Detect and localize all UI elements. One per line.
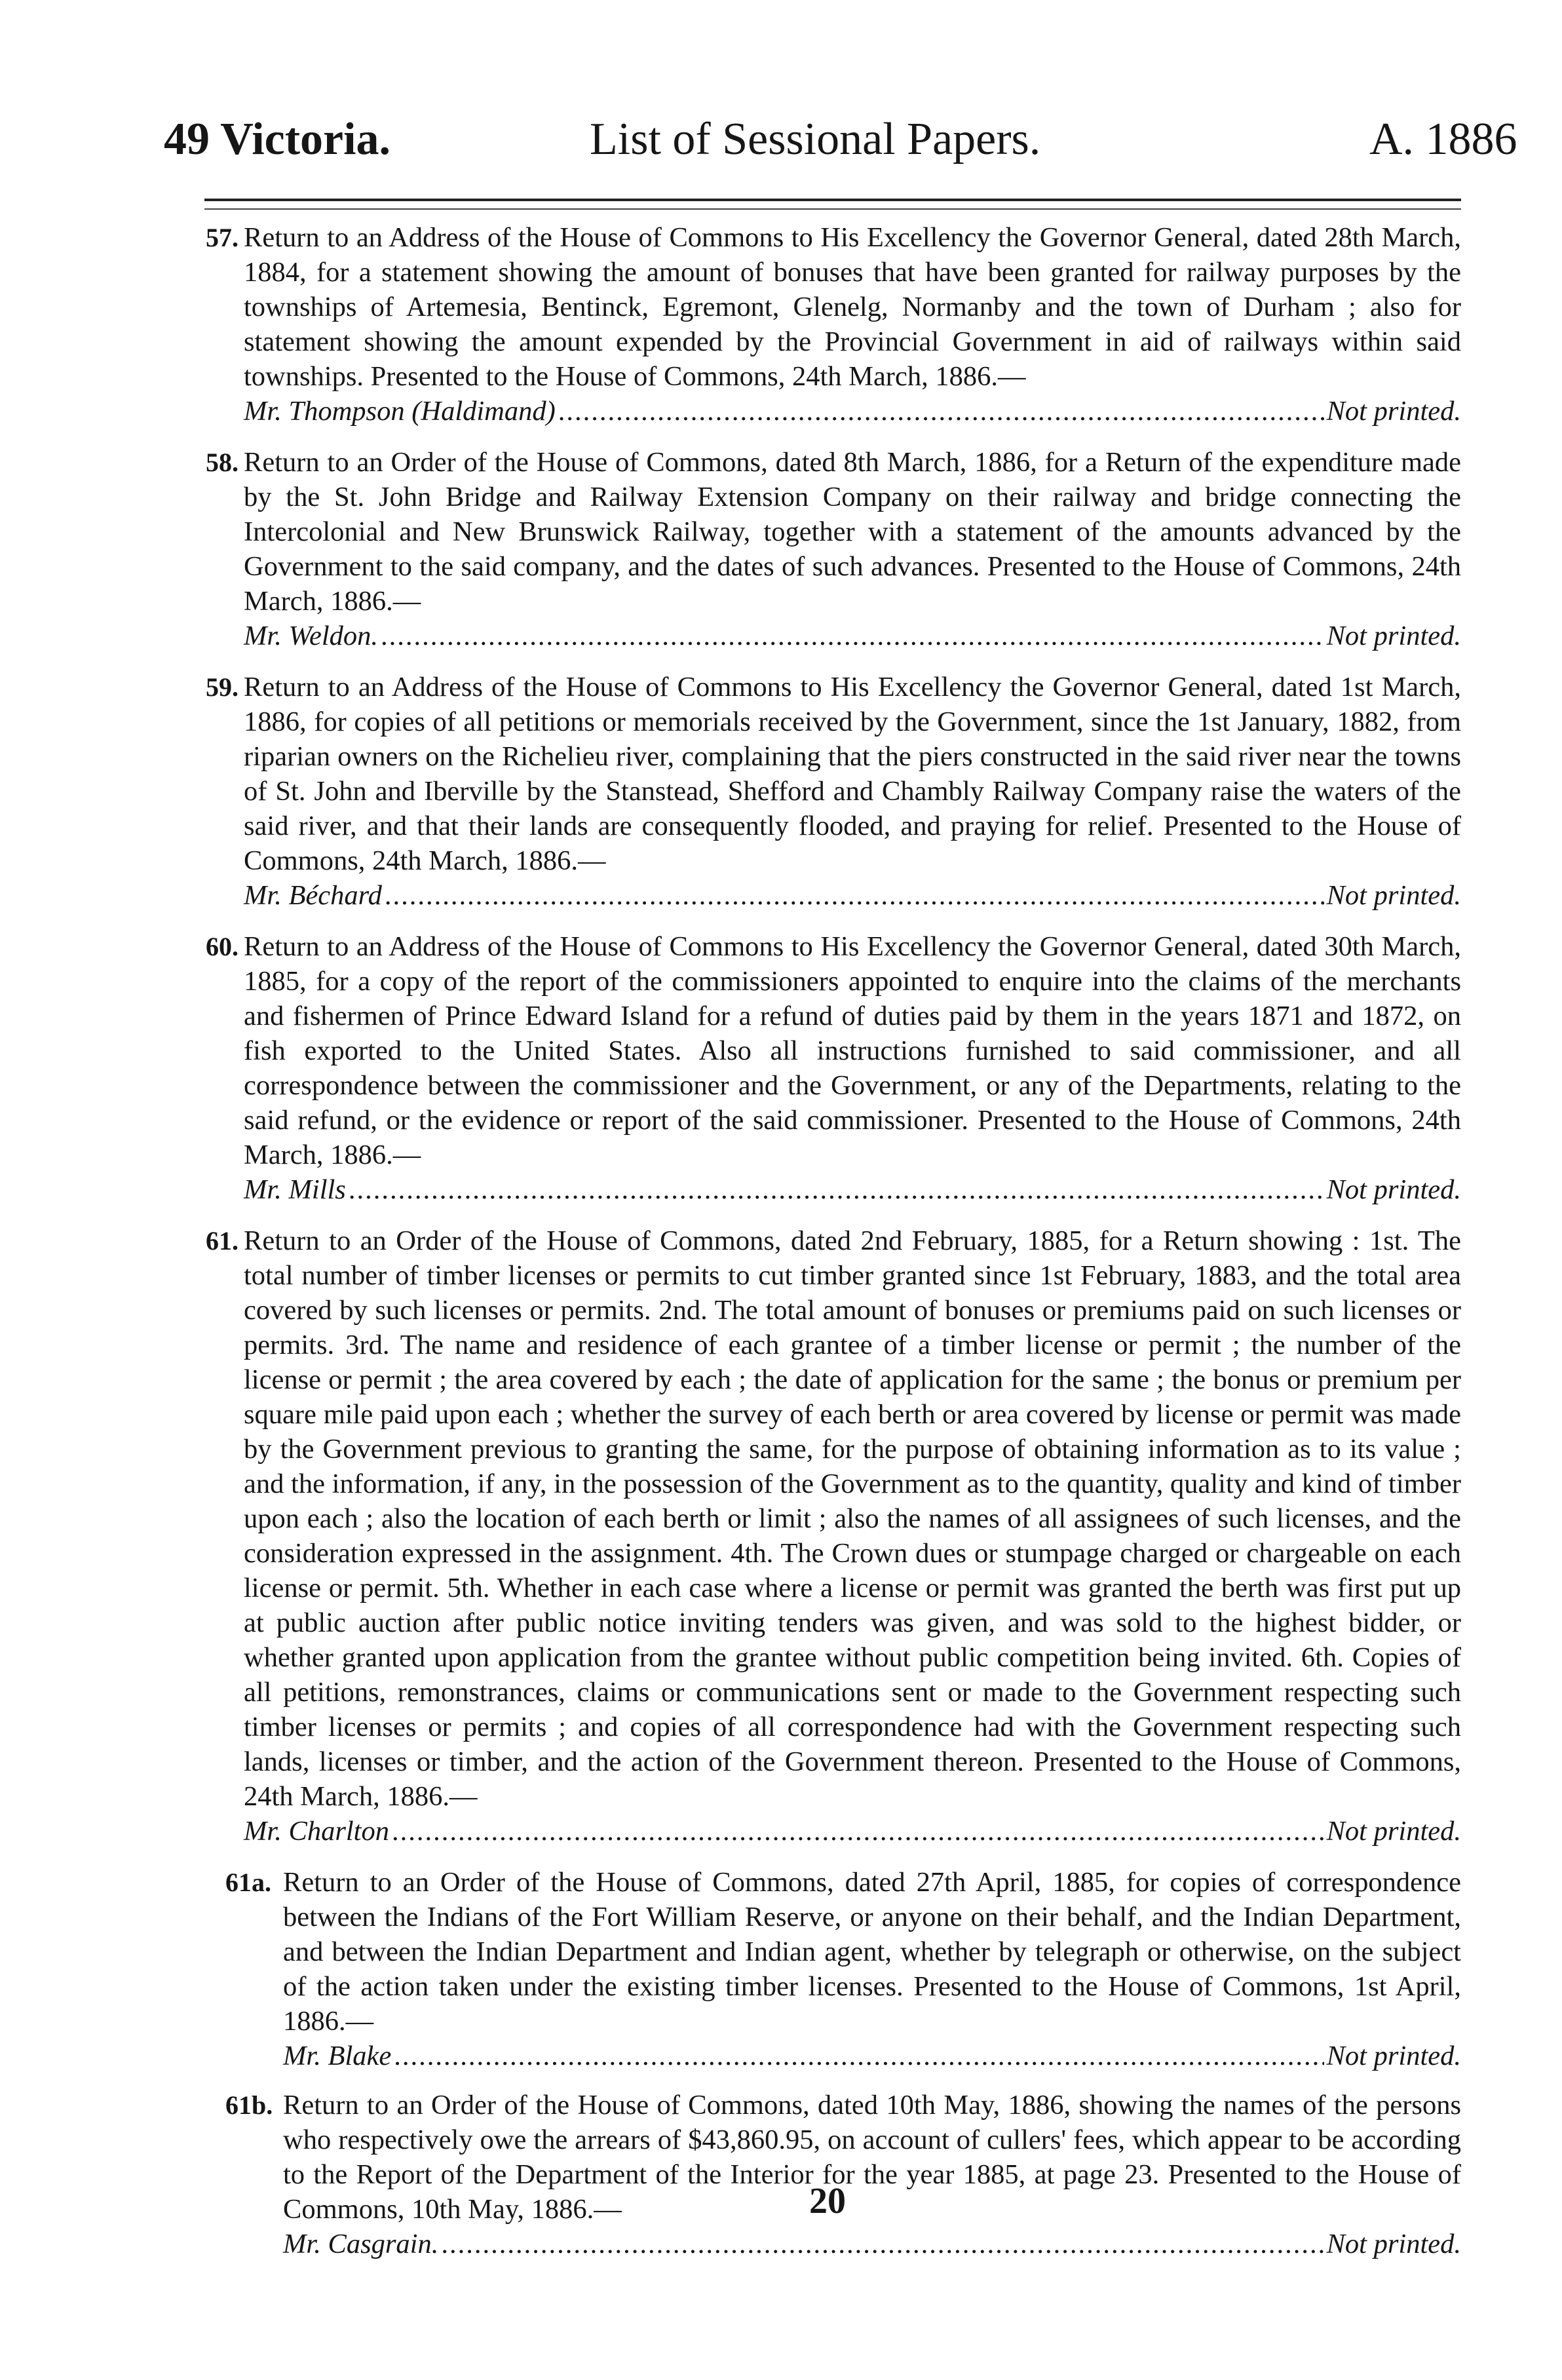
paper-description: Return to an Order of the House of Commons, dated 8th March, 1886, for a Return of the expenditure made by the St. John Bridge and Railway Extension Company on their railway and bridge connecting the Intercolonial and New Brunswick Railway, together with a statement of the amounts advanced by the Government to the said company, and the dates of such advances. Presented to the House of Commons, 24th March, 1886.— [244,447,1461,617]
paper-number: 60. [206,932,238,961]
header-year: A. 1886 [1369,114,1517,164]
leader-dots [558,394,1324,429]
print-status: Not printed. [1326,396,1461,427]
print-status: Not printed. [1326,2229,1461,2259]
paper-number: 58. [206,448,238,477]
running-header [0,110,1562,169]
paper-mover: Mr. Weldon. [244,621,379,651]
paper-number: 61a. [225,1868,271,1897]
print-status: Not printed. [1326,880,1461,911]
header-rule-thick [204,199,1461,201]
paper-description: Return to an Address of the House of Commons to His Excellency the Governor General, dated 1st March, 1886, for copies of all petitions or memorials received by the Government, since the 1st January, 1882, from riparian owners on the Richelieu river, complaining that the piers constructed in the said river near the towns of St. John and Iberville by the Stanstead, Shefford and Chambly Railway Company raise the waters of the said river, and that their lands are consequently flooded, and praying for relief. Presented to the House of Commons, 24th March, 1886.— [244,672,1461,876]
paper-entry-59 [206,670,1461,913]
paper-entry-57 [206,220,1461,429]
paper-entry-61a [225,1865,1461,2073]
leader-dots [392,1814,1324,1849]
leader-dots [349,1172,1324,1207]
leader-dots [394,2039,1324,2073]
paper-mover: Mr. Casgrain. [283,2229,439,2259]
header-rule-thin [204,208,1461,210]
paper-entry-61b [225,2088,1461,2261]
paper-description: Return to an Order of the House of Commons, dated 27th April, 1885, for copies of correspondence between the Indians of the Fort William Reserve, or anyone on their behalf, and the Indian Department, and between the Indian Department and Indian agent, whether by telegraph or otherwise, on the subject of the action taken under the existing timber licenses. Presented to the House of Commons, 1st April, 1886.— [283,1867,1461,2037]
header-session: 49 Victoria. [164,114,391,164]
paper-number: 61. [206,1226,238,1256]
sessional-papers-list [206,220,1461,2276]
print-status: Not printed. [1326,1816,1461,1847]
paper-entry-58 [206,445,1461,653]
leader-dots [385,878,1324,913]
paper-description: Return to an Order of the House of Commons, dated 2nd February, 1885, for a Return showing : 1st. The total number of timber licenses or permits to cut timber granted since 1st February, 1883, and the total area covered by such licenses or permits. 2nd. The total amount of bonuses or premiums paid on such licenses or permits. 3rd. The name and residence of each grantee of a timber license or permit ; the number of the license or permit ; the area covered by each ; the date of application for the same ; the bonus or premium per square mile paid upon each ; whether the survey of each berth or area covered by license or permit was made by the Government previous to granting the same, for the purpose of obtaining information as to its value ; and the information, if any, in the possession of the Government as to the quantity, quality and kind of timber upon each ; also the location of each berth or limit ; also the names of all assignees of such licenses, and the consideration expressed in the assignment. 4th. The Crown dues or stumpage charged or chargeable on each license or permit. 5th. Whether in each case where a license or permit was granted the berth was first put up at public auction after public notice inviting tenders was given, and was sold to the highest bidder, or whether granted upon application from the grantee without public competition being invited. 6th. Copies of all petitions, remonstrances, claims or communications sent or made to the Government respecting such timber licenses or permits ; and copies of all correspondence had with the Government respecting such lands, licenses or timber, and the action of the Government thereon. Presented to the House of Commons, 24th March, 1886.— [244,1225,1461,1812]
paper-description: Return to an Address of the House of Commons to His Excellency the Governor General, dated 30th March, 1885, for a copy of the report of the commissioners appointed to enquire into the claims of the merchants and fishermen of Prince Edward Island for a refund of duties paid by them in the years 1871 and 1872, on fish exported to the United States. Also all instructions furnished to said commissioner, and all correspondence between the commissioner and the Government, or any of the Departments, relating to the said refund, or the evidence or report of the said commissioner. Presented to the House of Commons, 24th March, 1886.— [244,931,1461,1170]
header-title: List of Sessional Papers. [590,114,1041,164]
paper-mover: Mr. Mills [244,1174,346,1205]
paper-number: 59. [206,672,238,702]
leader-dots [381,619,1324,653]
paper-description: Return to an Address of the House of Commons to His Excellency the Governor General, dated 28th March, 1884, for a statement showing the amount of bonuses that have been granted for railway purposes by the townships of Artemesia, Bentinck, Egremont, Glenelg, Normanby and the town of Durham ; also for statement showing the amount expended by the Provincial Government in aid of railways within said townships. Presented to the House of Commons, 24th March, 1886.— [244,222,1461,392]
paper-number: 61b. [225,2090,273,2120]
paper-entry-60 [206,929,1461,1207]
paper-entry-61 [206,1223,1461,1849]
paper-mover: Mr. Charlton [244,1816,389,1847]
print-status: Not printed. [1326,621,1461,651]
leader-dots [441,2227,1324,2261]
print-status: Not printed. [1326,2041,1461,2071]
paper-mover: Mr. Thompson (Haldimand) [244,396,556,427]
paper-description: Return to an Order of the House of Commons, dated 10th May, 1886, showing the names of the persons who respectively owe the arrears of $43,860.95, on account of cullers' fees, which appear to be according to the Report of the Department of the Interior for the year 1885, at page 23. Presented to the House of Commons, 10th May, 1886.— [283,2090,1461,2225]
print-status: Not printed. [1326,1174,1461,1205]
paper-mover: Mr. Blake [283,2041,392,2071]
paper-number: 57. [206,223,238,252]
paper-mover: Mr. Béchard [244,880,382,911]
page-number: 20 [809,2181,846,2221]
